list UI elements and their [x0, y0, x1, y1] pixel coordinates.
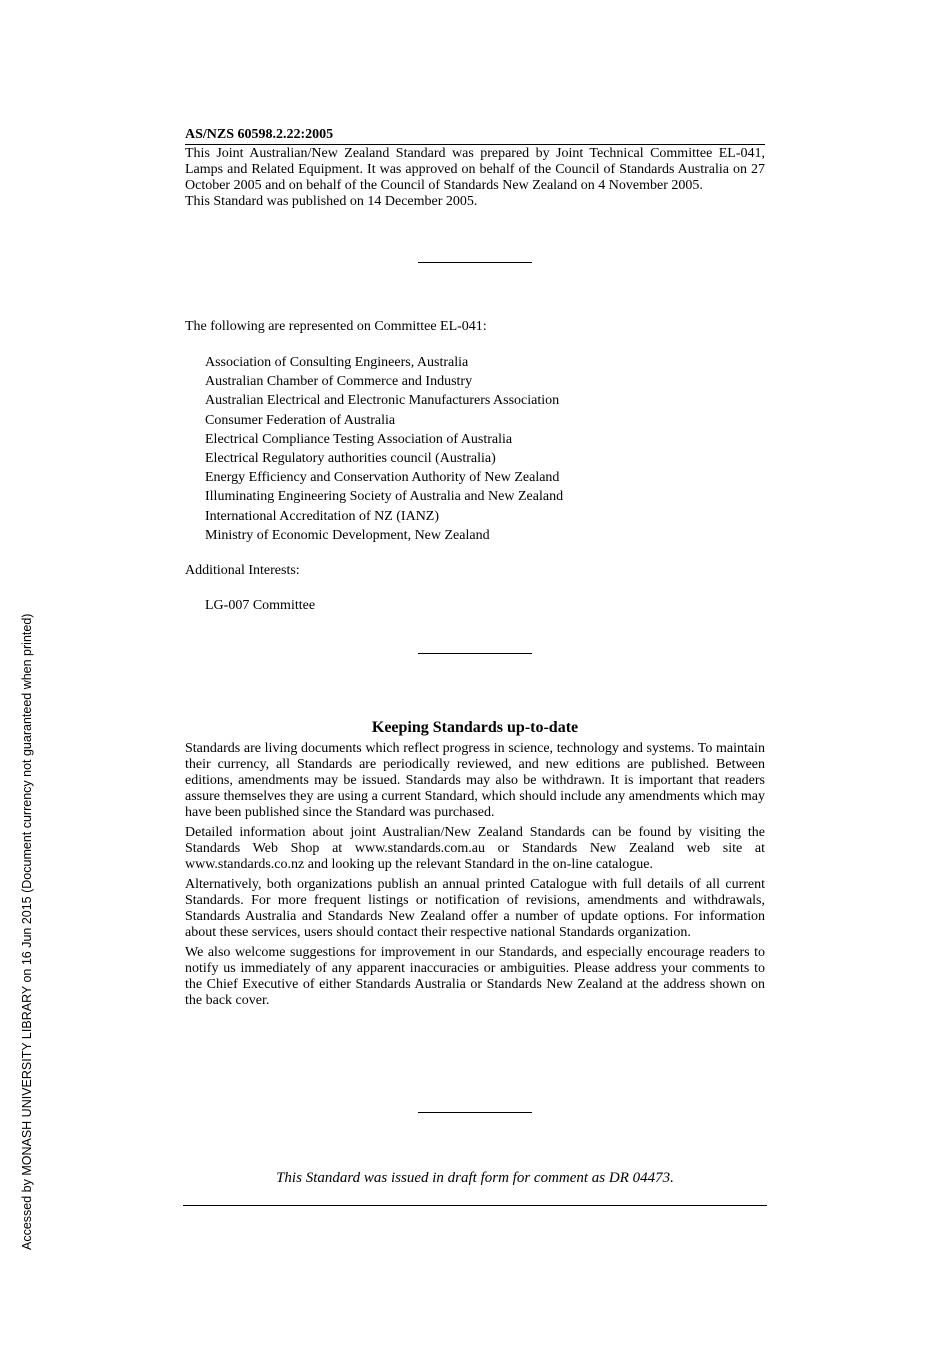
paragraph: Standards are living documents which reflect progress in science, technology and systems. To maintain their currency, all Standards are periodically reviewed, and new editions are published. Between editions, amendments may be issued. Standards may also be withdrawn. It is important that readers assure themselves they are using a current Standard, which should include any amendments which may have been published since the Standard was purchased.: [185, 741, 765, 820]
list-item: Illuminating Engineering Society of Australia and New Zealand: [205, 489, 564, 505]
list-item: Ministry of Economic Development, New Zealand: [205, 527, 490, 543]
list-item: Australian Chamber of Commerce and Industry: [205, 374, 473, 390]
committee-members-list: [205, 353, 563, 545]
list-item: Consumer Federation of Australia: [205, 412, 396, 428]
committee-intro: The following are represented on Committee EL-041:: [185, 319, 487, 334]
publication-date: This Standard was published on 14 December 2005.: [185, 194, 478, 209]
access-watermark: Accessed by MONASH UNIVERSITY LIBRARY on 16 Jun 2015 (Document currency not guaranteed when printed): [20, 613, 34, 1250]
list-item: Australian Electrical and Electronic Manufacturers Association: [205, 393, 560, 409]
list-item: International Accreditation of NZ (IANZ): [205, 508, 440, 524]
paragraph: Detailed information about joint Australian/New Zealand Standards can be found by visiting the Standards Web Shop at www.standards.com.au or Standards New Zealand web site at www.standards.co.nz and looking up the relevant Standard in the on-line catalogue.: [185, 825, 765, 872]
keeping-standards-heading: Keeping Standards up-to-date: [371, 719, 579, 736]
paragraph: Alternatively, both organizations publish an annual printed Catalogue with full details of all current Standards. For more frequent listings or notification of revisions, amendments and withdrawals, Standards Australia and Standards New Zealand offer a number of update options. For information about these services, users should contact their respective national Standards organization.: [185, 877, 765, 940]
list-item: Association of Consulting Engineers, Australia: [205, 355, 469, 370]
bottom-rule: [183, 1205, 767, 1206]
keeping-standards-body: [185, 741, 765, 1013]
additional-interests-label: Additional Interests:: [185, 563, 300, 578]
approval-block: [185, 146, 765, 210]
section-divider: [418, 262, 532, 263]
paragraph: We also welcome suggestions for improvement in our Standards, and especially encourage readers to notify us immediately of any apparent inaccuracies or ambiguities. Please address your comments to the Chief Executive of either Standards Australia or Standards New Zealand at the address shown on the back cover.: [185, 945, 765, 1008]
additional-interest-item: LG-007 Committee: [205, 598, 316, 613]
list-item: Energy Efficiency and Conservation Authority of New Zealand: [205, 470, 560, 486]
list-item: Electrical Regulatory authorities council (Australia): [205, 450, 496, 466]
document-id: AS/NZS 60598.2.22:2005: [185, 126, 765, 145]
list-item: Electrical Compliance Testing Association of Australia: [205, 431, 513, 447]
section-divider: [418, 1112, 532, 1113]
draft-note: This Standard was issued in draft form for comment as DR 04473.: [276, 1170, 674, 1186]
approval-text: This Joint Australian/New Zealand Standard was prepared by Joint Technical Committee EL-041, Lamps and Related Equipment. It was approved on behalf of the Council of Standards Australia on 27 October 2005 and on behalf of the Council of Standards New Zealand on 4 November 2005.: [185, 146, 765, 193]
section-divider: [418, 653, 532, 654]
